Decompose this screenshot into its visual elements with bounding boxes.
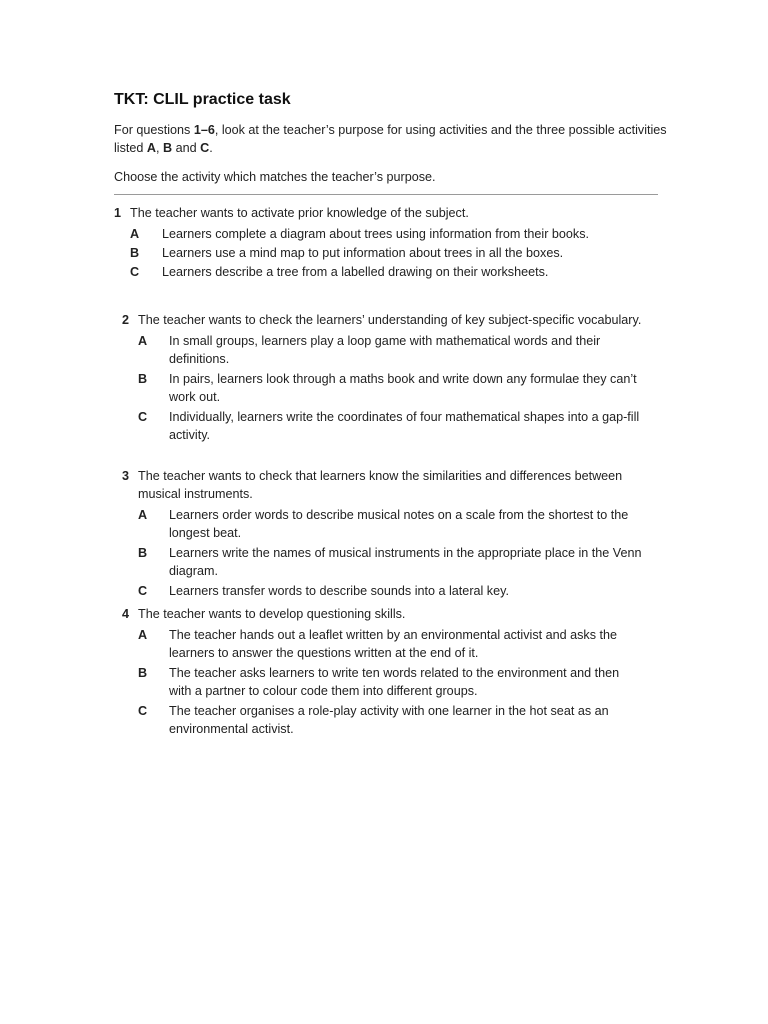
option-letter: B: [130, 246, 140, 260]
option-a: [130, 225, 654, 243]
intro-text: For questions: [114, 123, 194, 137]
question-stem: [122, 311, 642, 329]
question-text: The teacher wants to check that learners know the similarities and differences between musical instruments.: [138, 469, 623, 501]
option-a: [138, 506, 642, 542]
question-text: The teacher wants to develop questioning skills.: [138, 607, 406, 621]
option-text: Learners write the names of musical instruments in the appropriate place in the Venn diagram.: [169, 546, 642, 578]
question-text: The teacher wants to activate prior knowledge of the subject.: [130, 206, 469, 220]
question-3: [122, 467, 642, 602]
option-text: Learners describe a tree from a labelled drawing on their worksheets.: [162, 265, 549, 279]
option-text: Learners transfer words to describe sounds into a lateral key.: [169, 584, 509, 598]
question-range: 1–6: [193, 123, 215, 137]
option-c: [138, 702, 642, 738]
option-text: Learners order words to describe musical notes on a scale from the shortest to the longest beat.: [169, 508, 629, 540]
question-2: [122, 311, 642, 446]
option-b: [138, 370, 642, 406]
option-letter: A: [130, 227, 140, 241]
option-a: [138, 626, 642, 662]
option-text: In small groups, learners play a loop game with mathematical words and their definitions.: [169, 334, 601, 366]
option-text: Learners use a mind map to put information about trees in all the boxes.: [162, 246, 564, 260]
option-b: [130, 244, 654, 262]
option-text: In pairs, learners look through a maths book and write down any formulae they can’t work out.: [169, 372, 637, 404]
option-text: The teacher asks learners to write ten words related to the environment and then with a partner to colour code them into different groups.: [169, 666, 620, 698]
intro-text: ,: [156, 141, 164, 155]
option-list: [138, 506, 642, 600]
option-list: [130, 225, 654, 281]
option-letter: C: [138, 410, 148, 424]
option-b: [138, 664, 642, 700]
instruction-text: Choose the activity which matches the teacher’s purpose.: [114, 170, 436, 184]
question-number: 1: [114, 206, 122, 220]
option-letter: C: [130, 265, 140, 279]
question-stem: [122, 467, 642, 503]
question-number: 2: [122, 313, 130, 327]
option-b: [138, 544, 642, 580]
divider: [114, 194, 658, 195]
question-text: The teacher wants to check the learners’ understanding of key subject-specific vocabulary.: [138, 313, 642, 327]
option-a: [138, 332, 642, 368]
intro-text: .: [209, 141, 213, 155]
intro-text: , look at the teacher’s purpose for using activities and the three possible activities listed: [114, 123, 667, 155]
option-list: [138, 332, 642, 444]
question-1: [114, 204, 654, 282]
option-letter: A: [138, 508, 148, 522]
question-stem: [114, 204, 654, 222]
option-letter: C: [138, 584, 148, 598]
option-text: Learners complete a diagram about trees using information from their books.: [162, 227, 590, 241]
option-text: Individually, learners write the coordinates of four mathematical shapes into a gap-fill activity.: [169, 410, 640, 442]
question-number: 3: [122, 469, 130, 483]
question-4: [122, 605, 642, 740]
option-letter: C: [138, 704, 148, 718]
intro-paragraph: [114, 121, 674, 157]
intro-text: and: [172, 141, 201, 155]
page-title: TKT: CLIL practice task: [114, 91, 291, 108]
option-text: The teacher organises a role-play activity with one learner in the hot seat as an environmental activist.: [169, 704, 609, 736]
question-stem: [122, 605, 642, 623]
option-letter-a: A: [146, 141, 157, 155]
option-c: [138, 582, 642, 600]
option-letter-b: B: [163, 141, 173, 155]
option-letter: B: [138, 372, 148, 386]
option-letter-c: C: [200, 141, 210, 155]
option-letter: A: [138, 334, 148, 348]
option-list: [138, 626, 642, 738]
option-c: [138, 408, 642, 444]
question-number: 4: [122, 607, 130, 621]
option-text: The teacher hands out a leaflet written by an environmental activist and asks the learners to answer the questions written at the end of it.: [169, 628, 618, 660]
option-letter: B: [138, 666, 148, 680]
option-letter: A: [138, 628, 148, 642]
option-c: [130, 263, 654, 281]
option-letter: B: [138, 546, 148, 560]
